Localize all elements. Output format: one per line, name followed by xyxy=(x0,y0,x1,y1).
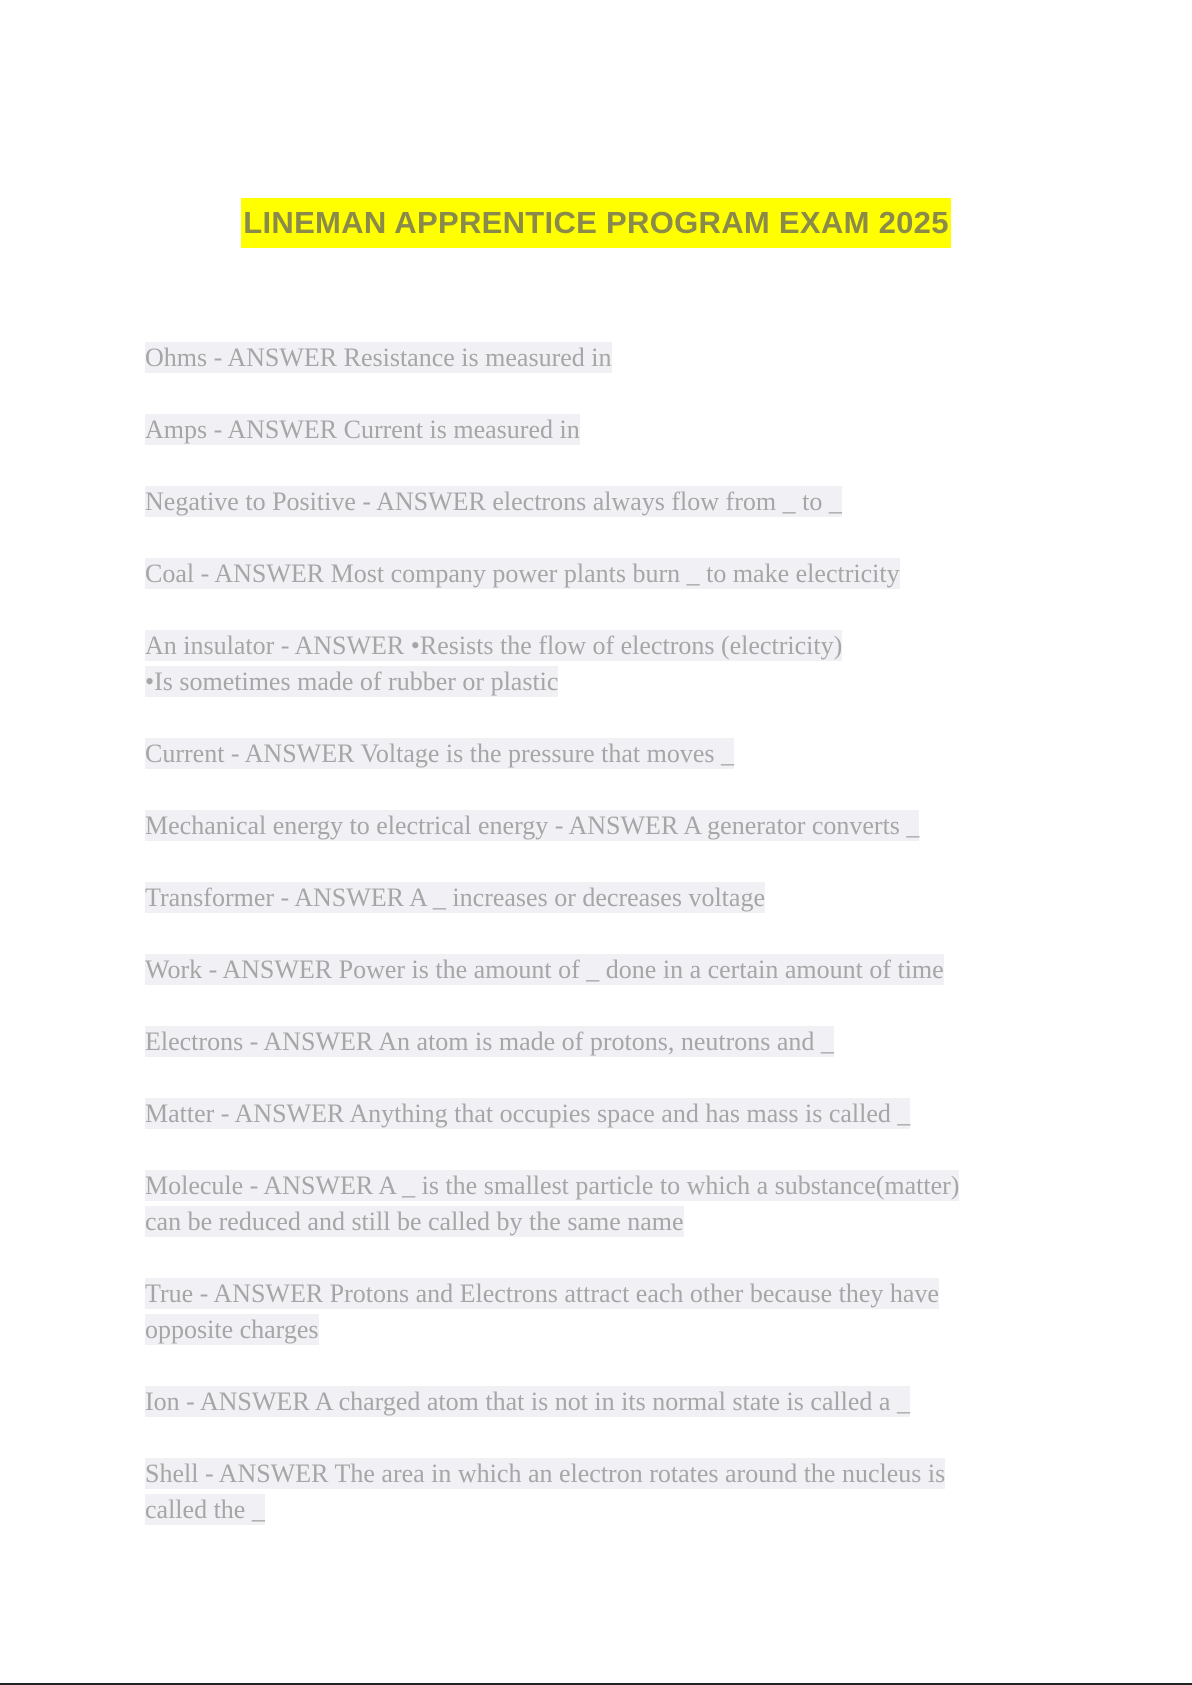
qa-item xyxy=(145,340,1065,376)
qa-item xyxy=(145,556,1065,592)
qa-line: called the _ xyxy=(145,1495,265,1524)
qa-line: Ion - ANSWER A charged atom that is not in its normal state is called a _ xyxy=(145,1387,910,1416)
question-answer-list xyxy=(145,340,1065,1528)
qa-item xyxy=(145,880,1065,916)
qa-line: Coal - ANSWER Most company power plants burn _ to make electricity xyxy=(145,559,900,588)
qa-line: Negative to Positive - ANSWER electrons always flow from _ to _ xyxy=(145,487,842,516)
qa-item xyxy=(145,1456,1065,1528)
qa-line: Transformer - ANSWER A _ increases or decreases voltage xyxy=(145,883,765,912)
qa-item xyxy=(145,1384,1065,1420)
qa-line: Molecule - ANSWER A _ is the smallest particle to which a substance(matter) xyxy=(145,1171,960,1200)
title-block xyxy=(0,198,1192,248)
qa-line: Current - ANSWER Voltage is the pressure that moves _ xyxy=(145,739,735,768)
qa-item xyxy=(145,1276,1065,1348)
qa-line: opposite charges xyxy=(145,1315,319,1344)
qa-line: Amps - ANSWER Current is measured in xyxy=(145,415,580,444)
qa-line: An insulator - ANSWER •Resists the flow of electrons (electricity) xyxy=(145,631,843,660)
document-title: LINEMAN APPRENTICE PROGRAM EXAM 2025 xyxy=(241,198,951,248)
qa-item xyxy=(145,484,1065,520)
qa-item xyxy=(145,1096,1065,1132)
qa-line: Ohms - ANSWER Resistance is measured in xyxy=(145,343,612,372)
qa-line: can be reduced and still be called by the same name xyxy=(145,1207,684,1236)
qa-item xyxy=(145,808,1065,844)
qa-item xyxy=(145,628,1065,700)
qa-line: Work - ANSWER Power is the amount of _ done in a certain amount of time xyxy=(145,955,944,984)
qa-line: Matter - ANSWER Anything that occupies space and has mass is called _ xyxy=(145,1099,911,1128)
qa-item xyxy=(145,952,1065,988)
qa-line: Shell - ANSWER The area in which an electron rotates around the nucleus is xyxy=(145,1459,946,1488)
qa-line: Mechanical energy to electrical energy - ANSWER A generator converts _ xyxy=(145,811,920,840)
qa-line: True - ANSWER Protons and Electrons attract each other because they have xyxy=(145,1279,939,1308)
qa-line: Electrons - ANSWER An atom is made of protons, neutrons and _ xyxy=(145,1027,834,1056)
qa-item xyxy=(145,1024,1065,1060)
qa-item xyxy=(145,736,1065,772)
qa-line: •Is sometimes made of rubber or plastic xyxy=(145,667,559,696)
qa-item xyxy=(145,1168,1065,1240)
qa-item xyxy=(145,412,1065,448)
